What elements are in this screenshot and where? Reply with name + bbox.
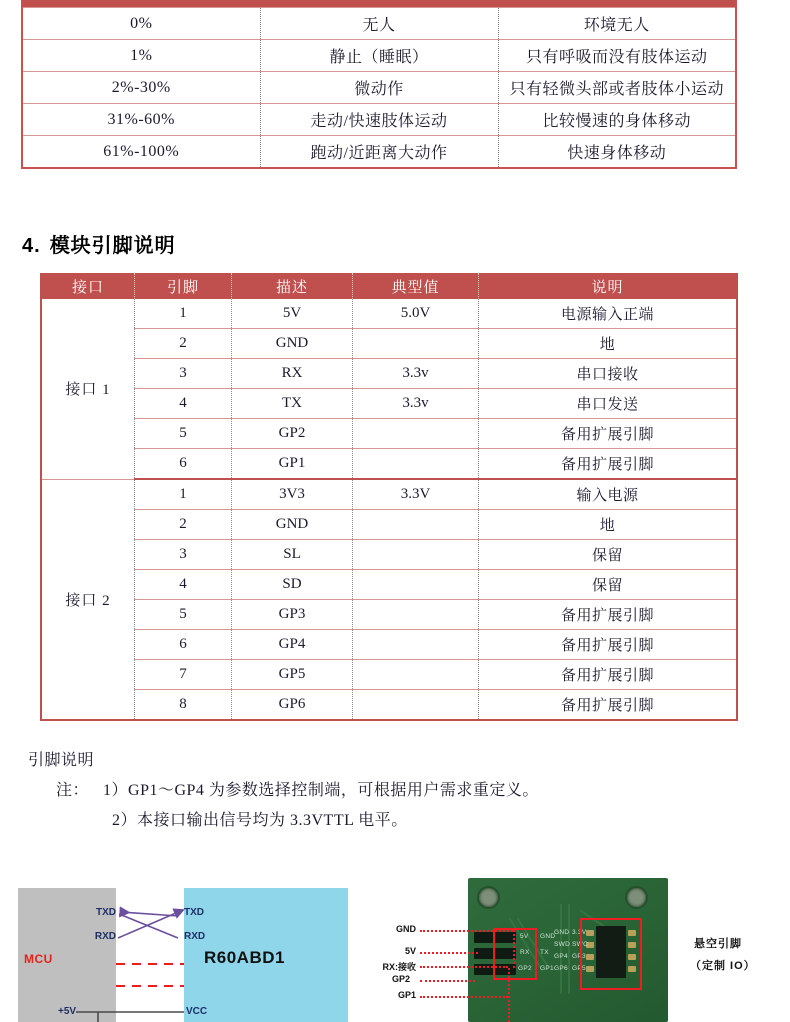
pin-typical bbox=[353, 690, 479, 721]
schematic-wires bbox=[18, 886, 348, 1022]
leader-gnd bbox=[420, 930, 513, 932]
motion-state: 无人 bbox=[260, 8, 498, 40]
table-row bbox=[41, 479, 737, 510]
pin-note: 备用扩展引脚 bbox=[479, 660, 738, 690]
table-row bbox=[22, 72, 736, 104]
pin-number: 8 bbox=[135, 690, 232, 721]
pin-typical bbox=[353, 630, 479, 660]
module-pin-rxd: RXD bbox=[184, 931, 206, 942]
pin-typical: 3.3V bbox=[353, 479, 479, 510]
pin-note: 输入电源 bbox=[479, 479, 738, 510]
pin-typical bbox=[353, 329, 479, 359]
silk-gp2: GP2 bbox=[518, 965, 532, 972]
pin-desc: GP3 bbox=[232, 600, 353, 630]
table-row bbox=[22, 136, 736, 169]
motion-range: 61%-100% bbox=[22, 136, 260, 169]
pin-note: 电源输入正端 bbox=[560, 307, 654, 323]
table-row bbox=[22, 40, 736, 72]
pin-table-container bbox=[40, 273, 730, 721]
motion-description: 只有轻微头部或者肢体小运动 bbox=[498, 72, 736, 104]
table-row bbox=[22, 8, 736, 40]
table-row bbox=[41, 510, 737, 540]
page-title: 模块引脚说明 bbox=[49, 235, 176, 257]
pin-desc: GP5 bbox=[232, 660, 353, 690]
pin-number: 1 bbox=[135, 479, 232, 510]
wiring-schematic bbox=[18, 886, 348, 1022]
interface-group-label: 接口 2 bbox=[41, 479, 135, 720]
table-row bbox=[41, 690, 737, 721]
silk-gp4: GP4 bbox=[554, 953, 568, 960]
column-header-typical: 典型值 bbox=[353, 273, 479, 299]
pin-typical bbox=[353, 540, 479, 570]
pin-notes-block bbox=[28, 746, 539, 836]
pin-note: 保留 bbox=[479, 570, 738, 600]
annotation-gp1: GP1 bbox=[397, 990, 416, 1000]
pin-number: 4 bbox=[135, 389, 232, 419]
mcu-label: MCU bbox=[24, 952, 53, 966]
pin-desc: SL bbox=[232, 540, 353, 570]
silk-gp1: GP1 bbox=[540, 965, 554, 972]
pin-number: 4 bbox=[135, 570, 232, 600]
leader-gp1 bbox=[420, 996, 508, 998]
leader-5v bbox=[420, 952, 478, 954]
pin-note: 地 bbox=[479, 510, 738, 540]
section-heading bbox=[22, 229, 176, 258]
pin-description-table bbox=[40, 273, 738, 721]
connection-figure bbox=[0, 878, 790, 1022]
pin-typical bbox=[353, 570, 479, 600]
pin-desc: GP6 bbox=[232, 690, 353, 721]
motion-range: 2%-30% bbox=[22, 72, 260, 104]
pcb-trace bbox=[560, 904, 562, 994]
pin-number: 6 bbox=[135, 630, 232, 660]
clipped-header-band bbox=[22, 0, 736, 8]
pin-desc: GP2 bbox=[232, 419, 353, 449]
main-connector-highlight bbox=[493, 928, 537, 980]
table-row bbox=[41, 600, 737, 630]
pin-desc: 5V bbox=[232, 299, 353, 329]
pin-typical bbox=[353, 449, 479, 480]
table-row bbox=[41, 359, 737, 389]
table-row bbox=[41, 329, 737, 359]
pin-note: 备用扩展引脚 bbox=[479, 690, 738, 721]
pin-note: 备用扩展引脚 bbox=[479, 630, 738, 660]
table-row bbox=[41, 660, 737, 690]
motion-level-table bbox=[21, 0, 737, 169]
pin-typical: 3.3v bbox=[353, 389, 479, 419]
table-row bbox=[22, 104, 736, 136]
motion-range: 0% bbox=[22, 8, 260, 40]
table-header-row bbox=[41, 273, 737, 299]
silk-tx: TX bbox=[540, 949, 549, 956]
silk-5v: 5V bbox=[520, 933, 529, 940]
annotation-5v: 5V bbox=[404, 946, 416, 956]
motion-description: 快速身体移动 bbox=[498, 136, 736, 169]
silk-gp6: GP6 bbox=[554, 965, 568, 972]
pin-note: 串口接收 bbox=[479, 359, 738, 389]
leader-gp1-vertical bbox=[508, 968, 510, 1022]
pin-note: 备用扩展引脚 bbox=[479, 600, 738, 630]
section-number: 4. bbox=[22, 235, 41, 257]
motion-description: 比较慢速的身体移动 bbox=[498, 104, 736, 136]
expansion-header-highlight bbox=[580, 918, 642, 990]
mcu-pin-txd: TXD bbox=[96, 907, 116, 918]
pin-number: 3 bbox=[135, 359, 232, 389]
motion-level-table-container bbox=[21, 0, 737, 169]
note-item-1 bbox=[56, 776, 539, 806]
pin-number: 7 bbox=[135, 660, 232, 690]
pin-note: 串口发送 bbox=[479, 389, 738, 419]
pin-note: 地 bbox=[479, 329, 738, 359]
note-1-text: 1）GP1～GP4 为参数选择控制端，可根据用户需求重定义。 bbox=[103, 782, 539, 799]
table-row bbox=[41, 419, 737, 449]
pin-typical bbox=[353, 510, 479, 540]
column-header-note: 说明 bbox=[479, 273, 738, 299]
pin-number: 6 bbox=[135, 449, 232, 480]
table-row bbox=[41, 630, 737, 660]
pin-desc: TX bbox=[232, 389, 353, 419]
power-label-5v: +5V bbox=[58, 1006, 77, 1017]
pin-typical bbox=[353, 660, 479, 690]
module-label: R60ABD1 bbox=[204, 948, 285, 967]
table-row bbox=[41, 570, 737, 600]
silk-gp5: GP5 bbox=[572, 965, 586, 972]
pin-number: 2 bbox=[135, 510, 232, 540]
table-row bbox=[41, 449, 737, 480]
pin-typical: 5.0V bbox=[353, 299, 479, 329]
annotation-gp2: GP2 bbox=[391, 974, 410, 984]
table-header-sliver bbox=[22, 0, 736, 8]
pin-desc: GP4 bbox=[232, 630, 353, 660]
notes-label: 注： bbox=[56, 782, 90, 799]
pin-desc: RX bbox=[232, 359, 353, 389]
silk-swc: SWC bbox=[572, 941, 589, 948]
motion-description: 环境无人 bbox=[498, 8, 736, 40]
silk-gp3: GP3 bbox=[572, 953, 586, 960]
pin-number: 5 bbox=[135, 600, 232, 630]
pin-number: 2 bbox=[135, 329, 232, 359]
mounting-hole bbox=[477, 886, 500, 909]
leader-gnd-vertical bbox=[513, 930, 515, 968]
motion-state: 微动作 bbox=[260, 72, 498, 104]
note-item-2: 2）本接口输出信号均为 3.3VTTL 电平。 bbox=[112, 812, 408, 829]
motion-range: 1% bbox=[22, 40, 260, 72]
motion-state: 跑动/近距离大动作 bbox=[260, 136, 498, 169]
pin-note: 保留 bbox=[479, 540, 738, 570]
annotation-rx: RX:接收 bbox=[382, 962, 416, 972]
pin-desc: GND bbox=[232, 329, 353, 359]
column-header-desc: 描述 bbox=[232, 273, 353, 299]
silk-rx: RX bbox=[520, 949, 530, 956]
module-pin-txd: TXD bbox=[184, 907, 204, 918]
pin-note: 备用扩展引脚 bbox=[479, 449, 738, 480]
pin-desc: GP1 bbox=[232, 449, 353, 480]
motion-state: 走动/快速肢体运动 bbox=[260, 104, 498, 136]
pin-desc: SD bbox=[232, 570, 353, 600]
table-row bbox=[41, 389, 737, 419]
silk-33v: 3.3V bbox=[572, 929, 587, 936]
pin-typical: 3.3v bbox=[353, 359, 479, 389]
mcu-pin-rxd: RXD bbox=[94, 931, 116, 942]
motion-description: 只有呼吸而没有肢体运动 bbox=[498, 40, 736, 72]
motion-range: 31%-60% bbox=[22, 104, 260, 136]
notes-title: 引脚说明 bbox=[28, 752, 95, 769]
pin-desc: 3V3 bbox=[232, 479, 353, 510]
pin-number: 1 bbox=[135, 299, 232, 329]
annotation-floating-pins: 悬空引脚 bbox=[694, 938, 742, 950]
column-header-pin: 引脚 bbox=[135, 273, 232, 299]
silk-gnd-r: GND bbox=[554, 929, 570, 936]
pcb-trace bbox=[568, 904, 570, 994]
mounting-hole bbox=[625, 886, 648, 909]
pin-number: 3 bbox=[135, 540, 232, 570]
interface-group-label: 接口 1 bbox=[41, 299, 135, 479]
column-header-interface: 接口 bbox=[41, 273, 135, 299]
annotation-gnd: GND bbox=[396, 924, 416, 934]
annotation-custom-io: （定制 IO） bbox=[690, 960, 756, 972]
silk-swd: SWD bbox=[554, 941, 571, 948]
pin-number: 5 bbox=[135, 419, 232, 449]
pin-note: 备用扩展引脚 bbox=[479, 419, 738, 449]
leader-gp2 bbox=[420, 980, 475, 982]
leader-rx bbox=[420, 966, 508, 968]
pin-typical bbox=[353, 600, 479, 630]
silk-gnd: GND bbox=[540, 933, 556, 940]
table-row bbox=[41, 299, 737, 329]
power-label-vcc: VCC bbox=[186, 1006, 208, 1017]
table-row bbox=[41, 540, 737, 570]
pin-desc: GND bbox=[232, 510, 353, 540]
motion-state: 静止（睡眠） bbox=[260, 40, 498, 72]
pin-typical bbox=[353, 419, 479, 449]
